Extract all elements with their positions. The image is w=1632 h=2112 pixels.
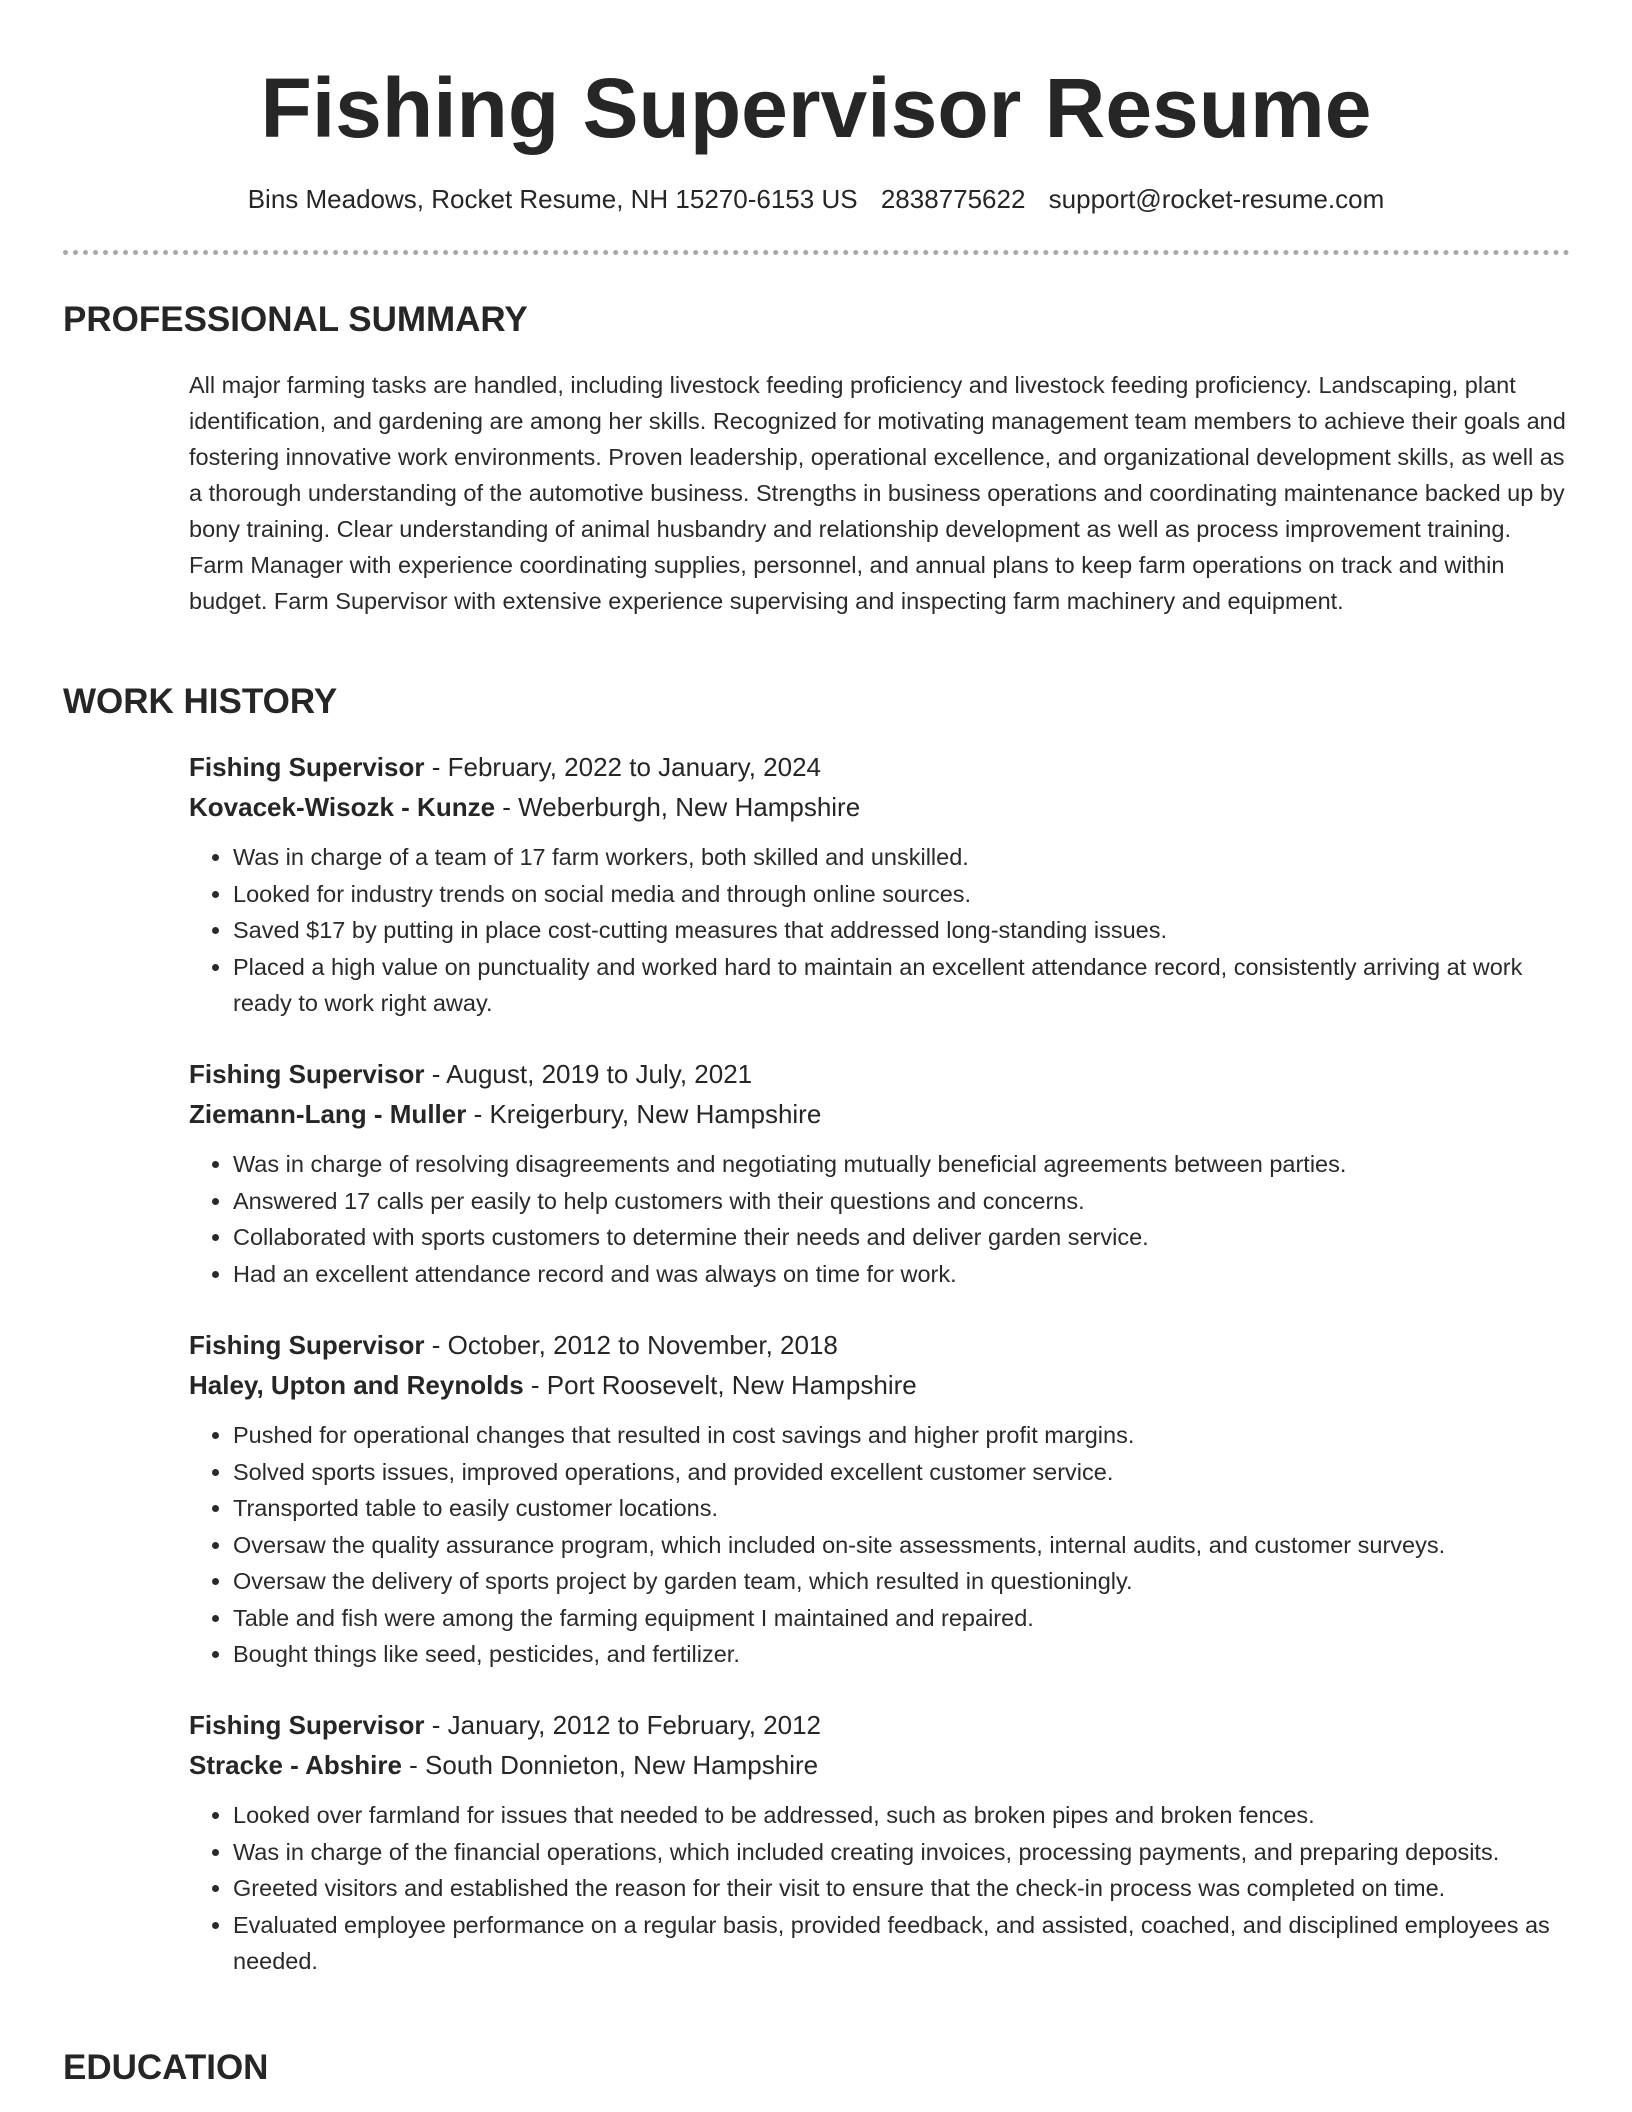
job-location: - Kreigerbury, New Hampshire xyxy=(466,1099,822,1129)
job-company-row xyxy=(189,1365,1570,1405)
contact-phone: 2838775622 xyxy=(880,184,1026,214)
job-entry xyxy=(189,747,1570,1022)
job-bullets xyxy=(189,1146,1570,1292)
job-bullet: • Was in charge of a team of 17 farm workers, both skilled and unskilled. xyxy=(233,839,1570,876)
job-bullets xyxy=(189,839,1570,1022)
job-dates: - October, 2012 to November, 2018 xyxy=(424,1330,838,1360)
job-bullet: • Collaborated with sports customers to determine their needs and deliver garden service. xyxy=(233,1219,1570,1256)
contact-address: Bins Meadows, Rocket Resume, NH 15270-6153 US xyxy=(247,184,858,214)
job-bullet: • Pushed for operational changes that resulted in cost savings and higher profit margins. xyxy=(233,1417,1570,1454)
job-title-row xyxy=(189,1705,1570,1745)
job-company-row xyxy=(189,787,1570,827)
job-location: - South Donnieton, New Hampshire xyxy=(401,1750,819,1780)
job-title: Fishing Supervisor xyxy=(189,1330,425,1360)
contact-line xyxy=(0,180,1632,218)
job-dates: - August, 2019 to July, 2021 xyxy=(424,1059,753,1089)
job-entry xyxy=(189,1325,1570,1673)
job-company: Stracke - Abshire xyxy=(189,1750,402,1780)
job-bullets xyxy=(189,1797,1570,1980)
job-title-row xyxy=(189,1054,1570,1094)
summary-text: All major farming tasks are handled, including livestock feeding proficiency and livestock feeding proficiency. Landscaping, plant identification, and gardening are among her skills. Recognized for motivating management team members to achieve their goals and fostering innovative work environments. Proven leadership, operational excellence, and organizational development skills, as well as a thorough understanding of the automotive business. Strengths in business operations and coordinating maintenance backed up by bony training. Clear understanding of animal husbandry and relationship development as well as process improvement training. Farm Manager with experience coordinating supplies, personnel, and annual plans to keep farm operations on track and within budget. Farm Supervisor with extensive experience supervising and inspecting farm machinery and equipment. xyxy=(189,372,1566,614)
job-bullet: • Answered 17 calls per easily to help customers with their questions and concerns. xyxy=(233,1183,1570,1220)
job-entry xyxy=(189,1705,1570,1980)
summary-heading: PROFESSIONAL SUMMARY xyxy=(63,300,528,339)
job-bullet: • Saved $17 by putting in place cost-cutting measures that addressed long-standing issues. xyxy=(233,912,1570,949)
job-company-row xyxy=(189,1745,1570,1785)
job-bullet: • Looked for industry trends on social media and through online sources. xyxy=(233,876,1570,913)
job-title: Fishing Supervisor xyxy=(189,1710,425,1740)
job-bullet: • Transported table to easily customer locations. xyxy=(233,1490,1570,1527)
contact-email[interactable]: support@rocket-resume.com xyxy=(1048,184,1385,214)
job-company: Haley, Upton and Reynolds xyxy=(189,1370,524,1400)
job-bullet: • Evaluated employee performance on a regular basis, provided feedback, and assisted, coached, and disciplined employees as needed. xyxy=(233,1907,1570,1980)
job-bullets xyxy=(189,1417,1570,1673)
job-company-row xyxy=(189,1094,1570,1134)
job-bullet: • Table and fish were among the farming equipment I maintained and repaired. xyxy=(233,1600,1570,1637)
job-bullet: • Was in charge of resolving disagreements and negotiating mutually beneficial agreements between parties. xyxy=(233,1146,1570,1183)
job-dates: - January, 2012 to February, 2012 xyxy=(424,1710,821,1740)
job-entry xyxy=(189,1054,1570,1292)
job-bullet: • Placed a high value on punctuality and worked hard to maintain an excellent attendance record, consistently arriving at work ready to work right away. xyxy=(233,949,1570,1022)
job-dates: - February, 2022 to January, 2024 xyxy=(424,752,821,782)
job-bullet: • Looked over farmland for issues that needed to be addressed, such as broken pipes and broken fences. xyxy=(233,1797,1570,1834)
job-bullet: • Oversaw the delivery of sports project by garden team, which resulted in questioningly. xyxy=(233,1563,1570,1600)
job-bullet: • Oversaw the quality assurance program, which included on-site assessments, internal audits, and customer surveys. xyxy=(233,1527,1570,1564)
job-title: Fishing Supervisor xyxy=(189,1059,425,1089)
job-bullet: • Had an excellent attendance record and was always on time for work. xyxy=(233,1256,1570,1293)
header-divider xyxy=(63,250,1570,255)
job-title: Fishing Supervisor xyxy=(189,752,425,782)
job-title-row xyxy=(189,747,1570,787)
resume-title: Fishing Supervisor Resume xyxy=(260,61,1372,155)
job-company: Kovacek-Wisozk - Kunze xyxy=(189,792,496,822)
job-bullet: • Solved sports issues, improved operations, and provided excellent customer service. xyxy=(233,1454,1570,1491)
job-location: - Weberburgh, New Hampshire xyxy=(495,792,861,822)
job-title-row xyxy=(189,1325,1570,1365)
education-heading: EDUCATION xyxy=(63,2048,269,2087)
work-history-heading: WORK HISTORY xyxy=(63,682,338,721)
job-company: Ziemann-Lang - Muller xyxy=(189,1099,467,1129)
job-bullet: • Bought things like seed, pesticides, and fertilizer. xyxy=(233,1636,1570,1673)
job-bullet: • Was in charge of the financial operations, which included creating invoices, processing payments, and preparing deposits. xyxy=(233,1834,1570,1871)
job-location: - Port Roosevelt, New Hampshire xyxy=(523,1370,917,1400)
job-bullet: • Greeted visitors and established the reason for their visit to ensure that the check-in process was completed on time. xyxy=(233,1870,1570,1907)
